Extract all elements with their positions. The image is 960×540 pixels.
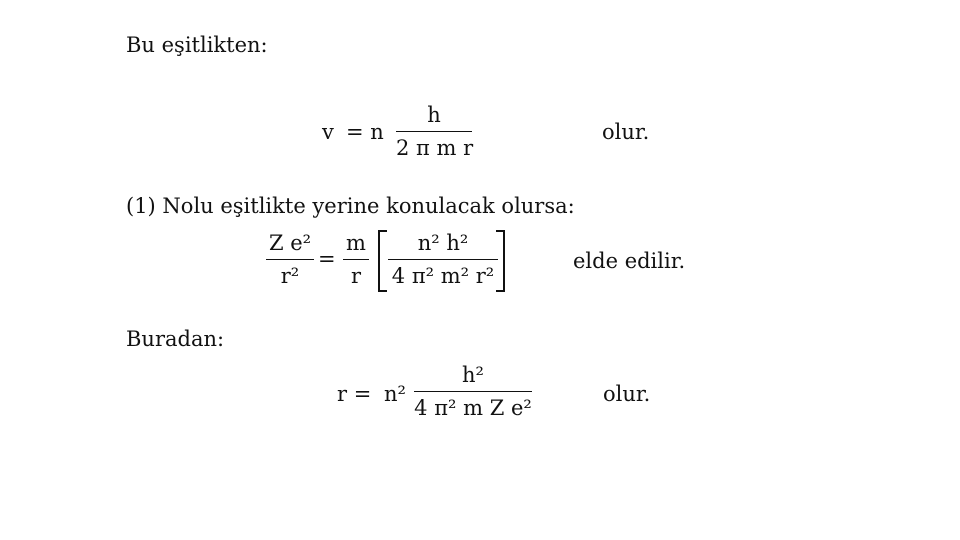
eq2-suffix: elde edilir.	[573, 249, 686, 273]
eq1-lhs: v	[322, 120, 334, 144]
eq3-denominator: 4 π² m Z e²	[414, 396, 532, 420]
eq2-frac1-denominator: r²	[280, 264, 300, 288]
text-line-3: Buradan:	[126, 327, 225, 351]
left-bracket	[378, 230, 387, 292]
eq2-frac3-bar	[388, 259, 498, 260]
eq3-numerator: h²	[462, 363, 484, 387]
eq1-denominator: 2 π m r	[396, 136, 474, 160]
eq3-fraction-bar	[414, 391, 532, 392]
eq2-frac1-numerator: Z e²	[268, 231, 312, 255]
right-bracket	[496, 230, 505, 292]
eq2-frac2-numerator: m	[346, 231, 366, 255]
eq2-frac2-bar	[343, 259, 369, 260]
eq1-fraction-bar	[396, 131, 472, 132]
eq3-lhs: r =	[337, 382, 372, 406]
eq2-fraction-2	[343, 230, 369, 289]
eq2-frac1-bar	[266, 259, 314, 260]
eq3-factor: n²	[384, 382, 406, 406]
text-line-2: (1) Nolu eşitlikte yerine konulacak olursa:	[126, 194, 575, 218]
eq2-equals: =	[318, 247, 336, 271]
eq2-frac2-denominator: r	[350, 264, 362, 288]
eq1-fraction	[396, 102, 472, 161]
eq1-suffix: olur.	[602, 120, 650, 144]
eq2-frac3-denominator: 4 π² m² r²	[391, 264, 495, 288]
eq3-fraction	[414, 362, 532, 421]
eq3-suffix: olur.	[603, 382, 651, 406]
text-line-1: Bu eşitlikten:	[126, 33, 268, 57]
eq2-fraction-1	[266, 230, 314, 289]
eq2-frac3-numerator: n² h²	[417, 231, 469, 255]
eq1-numerator: h	[427, 103, 441, 127]
eq2-fraction-3	[388, 230, 498, 289]
eq1-equals: = n	[346, 120, 384, 144]
